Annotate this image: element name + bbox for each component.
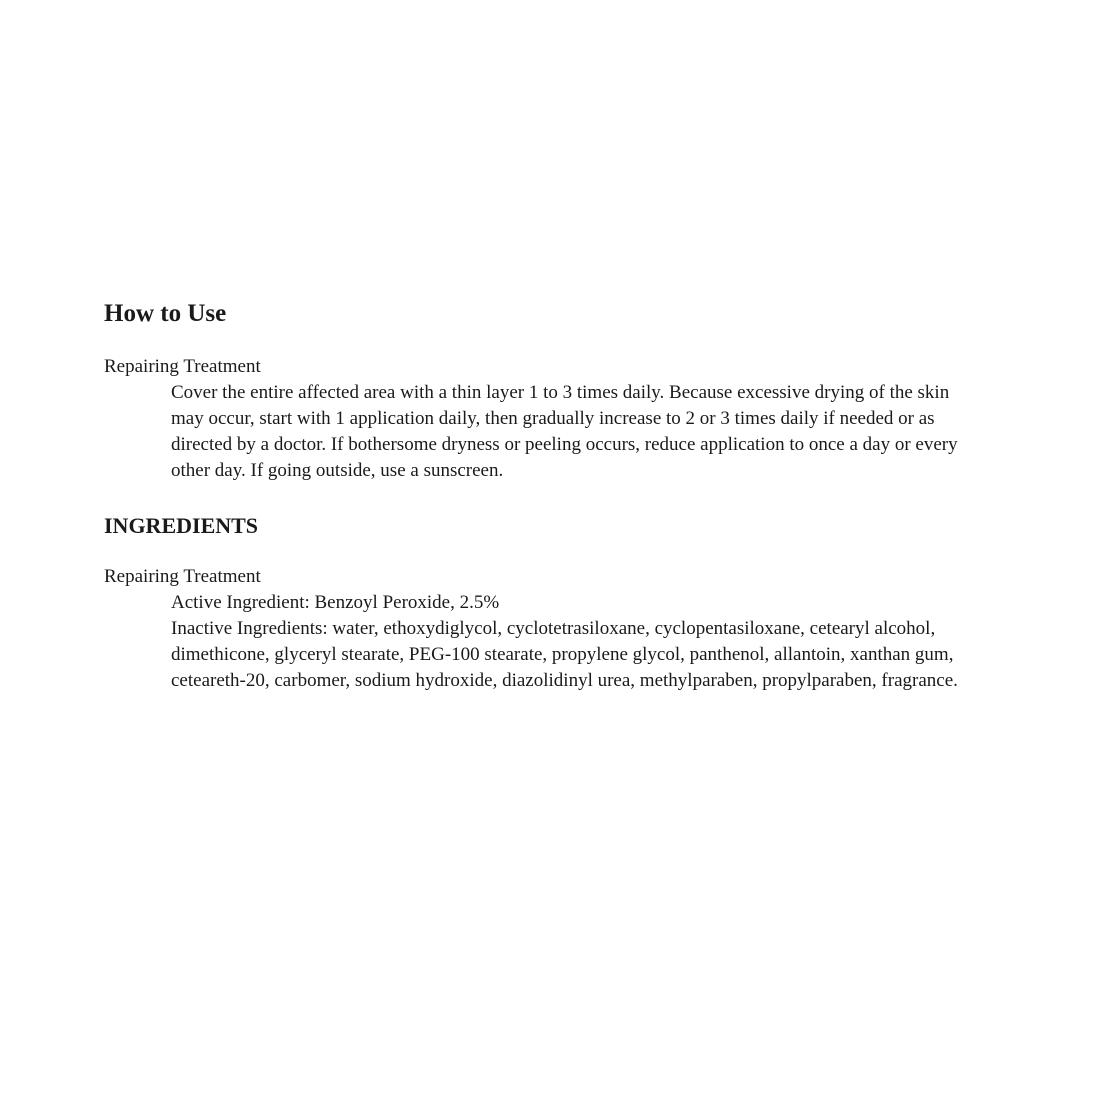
ingredients-product-name: Repairing Treatment <box>104 566 261 587</box>
document-page <box>104 296 984 694</box>
how-to-use-section <box>104 296 984 484</box>
active-ingredient: Active Ingredient: Benzoyl Peroxide, 2.5% <box>171 592 500 613</box>
ingredients-section <box>104 508 984 694</box>
inactive-ingredients: Inactive Ingredients: water, ethoxydiglycol, cyclotetrasiloxane, cyclopentasiloxane, cetearyl alcohol, dimethicone, glyceryl stearate, PEG-100 stearate, propylene glycol, panthenol, allantoin, xanthan gum, ceteareth-20, carbomer, sodium hydroxide, diazolidinyl urea, methylparaben, propylparaben, fragrance. <box>171 618 958 691</box>
how-to-use-product-name: Repairing Treatment <box>104 356 261 377</box>
how-to-use-heading: How to Use <box>104 300 227 327</box>
ingredients-heading: INGREDIENTS <box>104 513 259 538</box>
how-to-use-directions: Cover the entire affected area with a thin layer 1 to 3 times daily. Because excessive drying of the skin may occur, start with 1 application daily, then gradually increase to 2 or 3 times daily if needed or as directed by a doctor. If bothersome dryness or peeling occurs, reduce application to once a day or every other day. If going outside, use a sunscreen. <box>171 382 958 481</box>
